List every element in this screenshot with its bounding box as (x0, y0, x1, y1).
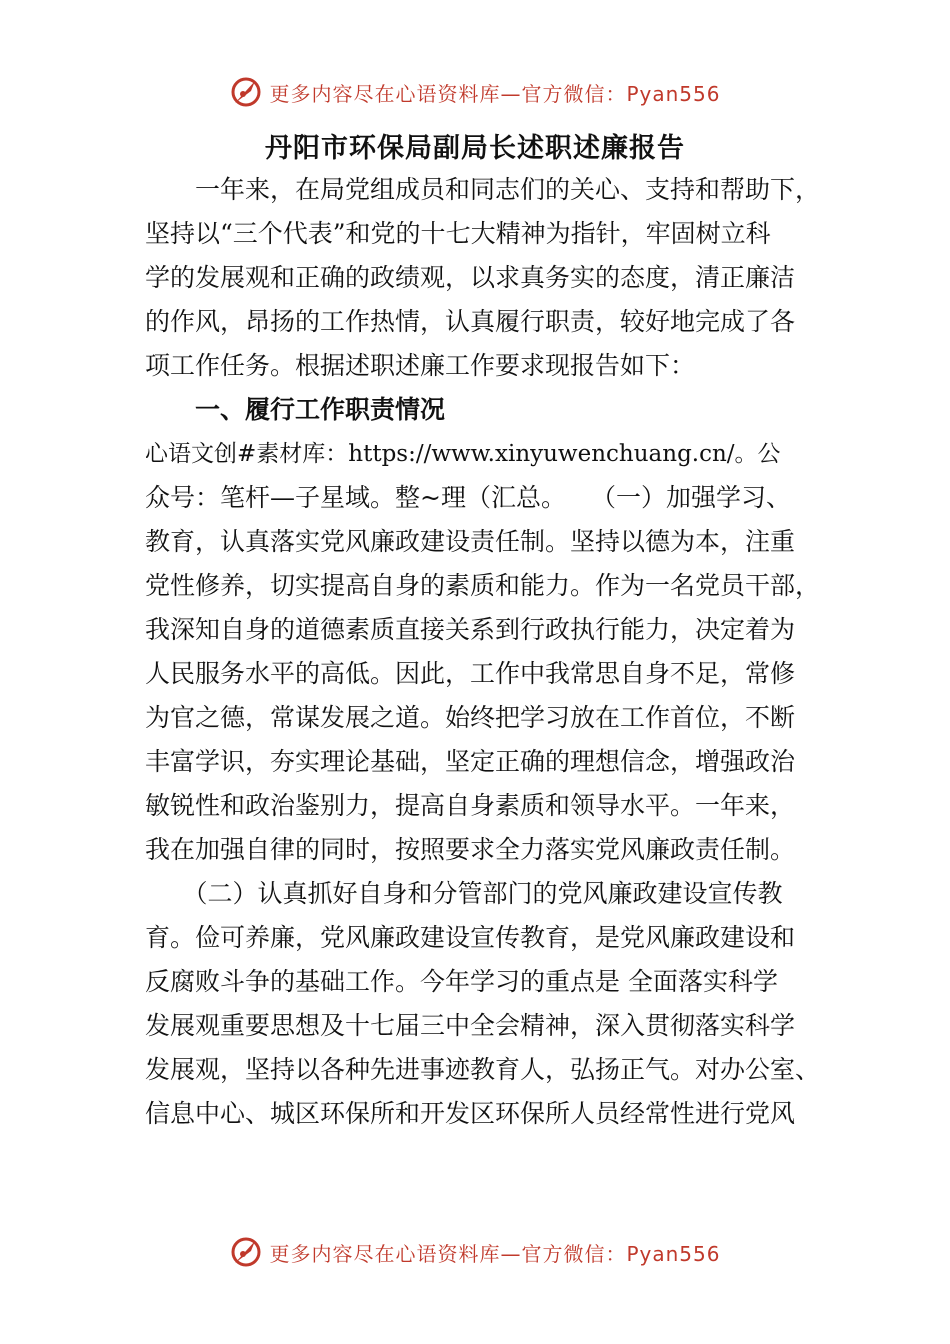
footer-banner (0, 1232, 950, 1272)
body-line: 育。俭可养廉，党风廉政建设宣传教育，是党风廉政建设和 (145, 923, 796, 952)
document-title: 丹阳市环保局副局长述职述廉报告 (265, 133, 685, 164)
body-line: 为官之德，常谋发展之道。始终把学习放在工作首位，不断 (145, 703, 796, 732)
body-line: 学的发展观和正确的政绩观，以求真务实的态度，清正廉洁 (145, 263, 796, 292)
body-line: 信息中心、城区环保所和开发区环保所人员经常性进行党风 (145, 1099, 796, 1128)
header-banner (0, 72, 950, 112)
body-line: 众号：笔杆—子星域。整~理（汇总。 （一）加强学习、 (145, 483, 791, 512)
body-line: 党性修养，切实提高自身的素质和能力。作为一名党员干部， (145, 571, 821, 600)
footer-banner-text: 更多内容尽在心语资料库—官方微信：Pyan556 (269, 1241, 721, 1266)
body-line: 人民服务水平的高低。因此，工作中我常思自身不足，常修 (145, 659, 796, 688)
body-line: 发展观重要思想及十七届三中全会精神，深入贯彻落实科学 (145, 1011, 796, 1040)
quill-logo-icon (229, 1235, 263, 1269)
body-line: 心语文创#素材库：https://www.xinyuwenchuang.cn/。公 (145, 441, 781, 467)
section-heading: 一、履行工作职责情况 (145, 395, 446, 424)
body-line: 教育，认真落实党风廉政建设责任制。坚持以德为本，注重 (145, 527, 796, 556)
body-line: 的作风，昂扬的工作热情，认真履行职责，较好地完成了各 (145, 307, 796, 336)
body-line: 丰富学识，夯实理论基础，坚定正确的理想信念，增强政治 (145, 747, 796, 776)
body-line: 我深知自身的道德素质直接关系到行政执行能力，决定着为 (145, 615, 796, 644)
body-line: 项工作任务。根据述职述廉工作要求现报告如下： (145, 351, 696, 380)
body-line: （二）认真抓好自身和分管部门的党风廉政建设宣传教 (145, 879, 783, 908)
document-body (145, 168, 825, 1136)
body-line: 敏锐性和政治鉴别力，提高自身素质和领导水平。一年来， (145, 791, 796, 820)
body-line: 发展观，坚持以各种先进事迹教育人，弘扬正气。对办公室、 (145, 1055, 821, 1084)
header-banner-text: 更多内容尽在心语资料库—官方微信：Pyan556 (269, 81, 721, 106)
body-line: 反腐败斗争的基础工作。今年学习的重点是 全面落实科学 (145, 967, 778, 996)
body-line: 坚持以“三个代表”和党的十七大精神为指针，牢固树立科 (145, 219, 771, 248)
body-line: 一年来，在局党组成员和同志们的关心、支持和帮助下， (145, 175, 821, 204)
body-line: 我在加强自律的同时，按照要求全力落实党风廉政责任制。 (145, 835, 796, 864)
quill-logo-icon (229, 75, 263, 109)
